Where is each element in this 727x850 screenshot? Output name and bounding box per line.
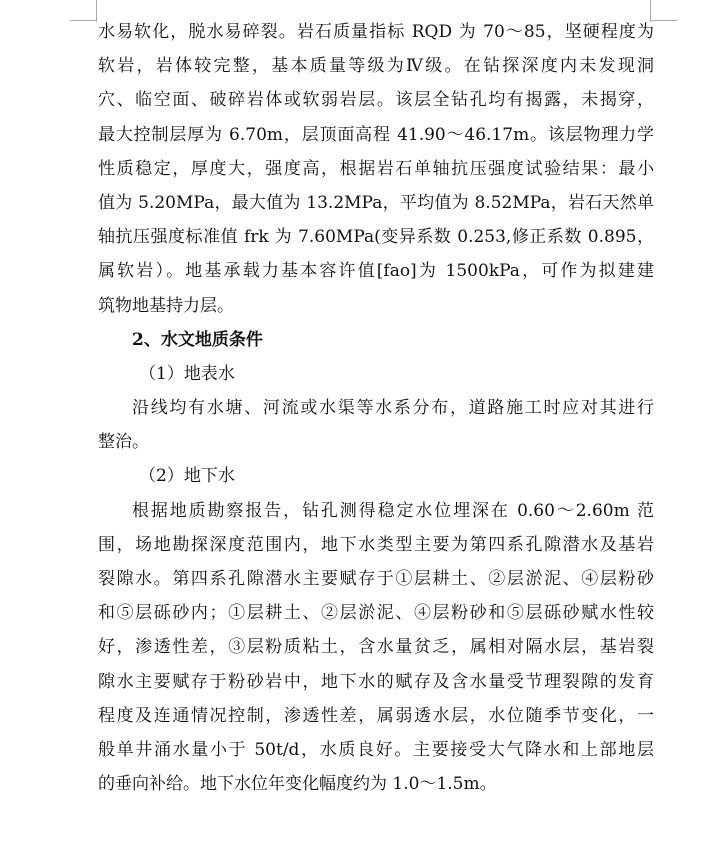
- paragraph-line: 穴、临空面、破碎岩体或软弱岩层。该层全钻孔均有揭露，未揭穿，: [98, 90, 654, 111]
- paragraph-line: 整治。: [98, 432, 149, 453]
- paragraph-line: 沿线均有水塘、河流或水渠等水系分布，道路施工时应对其进行: [132, 398, 654, 419]
- paragraph-line: 好，渗透性差，③层粉质粘土，含水量贫乏，属相对隔水层，基岩裂: [98, 637, 654, 658]
- crop-mark-top-left-horizontal: [70, 20, 96, 21]
- subsection-heading: （1）地表水: [139, 363, 235, 384]
- paragraph-line: 裂隙水。第四系孔隙潜水主要赋存于①层耕土、②层淤泥、④层粉砂: [98, 569, 654, 589]
- paragraph-line: 筑物地基持力层。: [98, 295, 234, 316]
- paragraph-line: 属软岩）。地基承载力基本容许值[fao]为 1500kPa，可作为拟建建: [98, 261, 654, 282]
- paragraph-line: 和⑤层砾砂内；①层耕土、②层淤泥、④层粉砂和⑤层砾砂赋水性较: [98, 603, 654, 624]
- paragraph-line: 隙水主要赋存于粉砂岩中，地下水的赋存及含水量受节理裂隙的发育: [98, 671, 654, 692]
- crop-mark-top-right-horizontal: [651, 20, 677, 21]
- paragraph-line: 软岩，岩体较完整，基本质量等级为Ⅳ级。在钻探深度内未发现洞: [98, 56, 654, 77]
- paragraph-line: 程度及连通情况控制，渗透性差，属弱透水层，水位随季节变化，一: [98, 705, 654, 726]
- paragraph-line: 性质稳定，厚度大，强度高，根据岩石单轴抗压强度试验结果：最小: [98, 158, 654, 179]
- paragraph-line: 值为 5.20MPa，最大值为 13.2MPa，平均值为 8.52MPa，岩石天然单: [98, 192, 654, 213]
- subsection-heading: （2）地下水: [139, 466, 235, 487]
- paragraph-line: 轴抗压强度标准值 frk 为 7.60MPa(变异系数 0.253,修正系数 0.895，: [98, 227, 654, 248]
- paragraph-line: 的垂向补给。地下水位年变化幅度约为 1.0～1.5m。: [98, 774, 497, 795]
- paragraph-line: 围，场地勘探深度范围内，地下水类型主要为第四系孔隙潜水及基岩: [98, 534, 654, 555]
- section-heading: 2、水文地质条件: [132, 329, 263, 350]
- crop-mark-top-left-vertical: [96, 0, 97, 22]
- paragraph-line: 最大控制层厚为 6.70m，层顶面高程 41.90～46.17m。该层物理力学: [98, 124, 654, 145]
- paragraph-line: 根据地质勘察报告，钻孔测得稳定水位埋深在 0.60～2.60m 范: [132, 500, 654, 521]
- paragraph-line: 般单井涌水量小于 50t/d，水质良好。主要接受大气降水和上部地层: [98, 739, 654, 760]
- paragraph-line: 水易软化，脱水易碎裂。岩石质量指标 RQD 为 70～85，坚硬程度为: [98, 22, 654, 42]
- document-body[interactable]: [98, 15, 654, 801]
